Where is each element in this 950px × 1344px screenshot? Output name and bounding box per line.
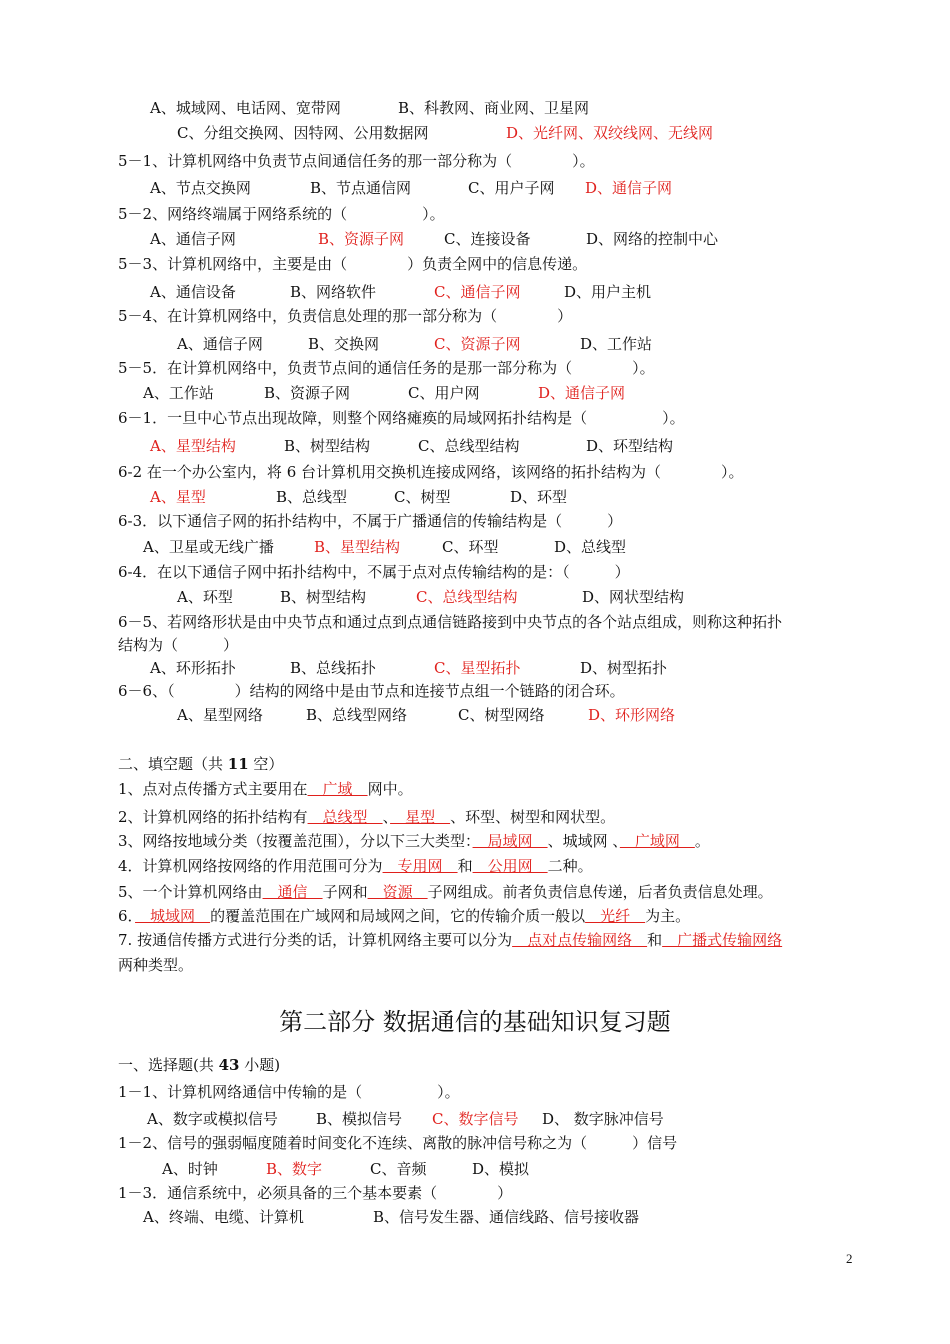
q6-3-stem: 6-3．以下通信子网的拓扑结构中，不属于广播通信的传输结构是（ ） [118,512,623,530]
q6-5-stem-line2: 结构为（ ） [118,636,239,654]
fill-q6-answer-2: 光纤 [585,907,646,925]
q6-5-option-a: A、环形拓扑 [150,659,236,677]
fill-q1-answer: 广域 [307,780,368,798]
p2-q1-3-option-b: B、信号发生器、通信线路、信号接收器 [373,1208,640,1226]
q5-3-option-a: A、通信设备 [150,283,236,301]
q6-6-option-a: A、星型网络 [177,706,263,724]
q6-6-option-b: B、总线型网络 [306,706,408,724]
fill-q4-answer-1: 专用网 [382,857,458,875]
q5-5-option-b: B、资源子网 [264,384,351,402]
p2-q1-2-stem: 1－2、信号的强弱幅度随着时间变化不连续、离散的脉冲信号称之为（ ）信号 [118,1134,678,1152]
q5-1-option-b: B、节点通信网 [310,179,412,197]
p2-q1-1-option-a: A、数字或模拟信号 [147,1110,278,1128]
p2-q1-2-option-a: A、时钟 [162,1160,218,1178]
fill-q4-answer-2: 公用网 [472,857,548,875]
q6-4-option-c-answer: C、总线型结构 [416,588,518,606]
fill-q7: 7. 按通信传播方式进行分类的话，计算机网络主要可以分为 点对点传输网络 和 广播式传输网络 [118,931,783,949]
q5-2-option-a: A、通信子网 [150,230,236,248]
q6-5-option-b: B、总线拓扑 [290,659,377,677]
p2-q1-2-option-b-answer: B、数字 [266,1160,323,1178]
fill-section-heading: 二、填空题（共 11 空） [118,755,284,773]
q6-3-option-c: C、环型 [442,538,499,556]
q6-2-option-d: D、环型 [510,488,568,506]
fill-q2-answer-1: 总线型 [307,808,383,826]
part2-title: 第二部分 数据通信的基础知识复习题 [279,1008,671,1036]
q4-option-a: A、城域网、电话网、宽带网 [150,99,341,117]
fill-q7-line2: 两种类型。 [118,956,194,974]
p2-q1-3-stem: 1－3．通信系统中，必须具备的三个基本要素（ ） [118,1184,513,1202]
fill-q2-answer-2: 星型 [390,808,451,826]
q6-1-option-b: B、树型结构 [284,437,371,455]
q6-2-option-b: B、总线型 [276,488,348,506]
q6-2-stem: 6-2 在一个办公室内，将 6 台计算机用交换机连接成网络，该网络的拓扑结构为（ ）。 [118,463,744,481]
q5-3-stem: 5－3、计算机网络中，主要是由（ ）负责全网中的信息传递。 [118,255,588,273]
q4-option-b: B、科教网、商业网、卫星网 [398,99,590,117]
q6-1-option-a-answer: A、星型结构 [150,437,236,455]
fill-q2: 2、计算机网络的拓扑结构有 总线型 、 星型 、环型、树型和网状型。 [118,808,616,826]
q5-1-option-a: A、节点交换网 [150,179,251,197]
p2-q1-1-option-c-answer: C、数字信号 [432,1110,519,1128]
fill-q1: 1、点对点传播方式主要用在 广域 网中。 [118,780,413,798]
p2-q1-1-option-d: D、 数字脉冲信号 [542,1110,664,1128]
q5-2-stem: 5－2、网络终端属于网络系统的（ ）。 [118,205,445,223]
fill-q7-answer-1: 点对点传输网络 [512,931,648,949]
q6-3-option-d: D、总线型 [554,538,627,556]
q6-1-stem: 6－1．一旦中心节点出现故障，则整个网络瘫痪的局域网拓扑结构是（ ）。 [118,409,685,427]
q6-5-option-d: D、树型拓扑 [580,659,668,677]
q6-6-option-d-answer: D、环形网络 [588,706,676,724]
q6-6-option-c: C、树型网络 [458,706,545,724]
fill-q7-answer-2: 广播式传输网络 [662,931,783,949]
q5-1-option-c: C、用户子网 [468,179,555,197]
page-number: 2 [846,1251,853,1266]
q4-option-c: C、分组交换网、因特网、公用数据网 [177,124,429,142]
fill-q4: 4．计算机网络按网络的作用范围可分为 专用网 和 公用网 二种。 [118,857,593,875]
q5-5-option-d-answer: D、通信子网 [538,384,626,402]
q6-3-option-a: A、卫星或无线广播 [143,538,274,556]
q5-1-stem: 5－1、计算机网络中负责节点间通信任务的那一部分称为（ ）。 [118,152,595,170]
q5-4-option-b: B、交换网 [308,335,380,353]
q5-5-option-a: A、工作站 [143,384,214,402]
q5-4-option-d: D、工作站 [580,335,653,353]
q6-4-stem: 6-4．在以下通信子网中拓扑结构中，不属于点对点传输结构的是：（ ） [118,563,630,581]
p2-q1-1-option-b: B、模拟信号 [316,1110,403,1128]
q6-1-option-c: C、总线型结构 [418,437,520,455]
q6-2-option-a-answer: A、星型 [150,488,206,506]
q5-3-option-b: B、网络软件 [290,283,377,301]
q6-1-option-d: D、环型结构 [586,437,674,455]
fill-q5-answer-2: 资源 [367,883,428,901]
q6-6-stem: 6－6、（ ）结构的网络中是由节点和连接节点组一个链路的闭合环。 [118,682,625,700]
p2-q1-3-option-a: A、终端、电缆、计算机 [143,1208,304,1226]
q5-4-stem: 5－4、在计算机网络中，负责信息处理的那一部分称为（ ） [118,307,573,325]
fill-q3-answer-2: 广域网 [619,832,695,850]
q5-3-option-d: D、用户主机 [564,283,652,301]
fill-q5-answer-1: 通信 [262,883,323,901]
fill-q6: 6． 城域网 的覆盖范围在广域网和局域网之间，它的传输介质一般以 光纤 为主。 [118,907,691,925]
fill-q6-answer-1: 城域网 [135,907,211,925]
fill-blank-count: 11 [227,755,249,773]
q6-5-option-c-answer: C、星型拓扑 [434,659,521,677]
q5-2-option-c: C、连接设备 [444,230,531,248]
q5-2-option-b-answer: B、资源子网 [318,230,405,248]
q6-5-stem: 6－5、若网络形状是由中央节点和通过点到点通信链路接到中央节点的各个站点组成，则称这种拓扑 [118,613,783,631]
part2-section-heading: 一、选择题(共 43 小题) [118,1056,281,1074]
fill-q3: 3、网络按地域分类（按覆盖范围），分以下三大类型： 局域网 、城域网 、 广域网 。 [118,832,710,850]
q5-4-option-c-answer: C、资源子网 [434,335,521,353]
q5-4-option-a: A、通信子网 [177,335,263,353]
q6-4-option-d: D、网状型结构 [582,588,685,606]
part2-question-count: 43 [218,1056,240,1074]
p2-q1-2-option-d: D、模拟 [472,1160,530,1178]
q6-4-option-b: B、树型结构 [280,588,367,606]
q4-option-d-answer: D、光纤网、双绞线网、无线网 [506,124,714,142]
q5-5-option-c: C、用户网 [408,384,480,402]
fill-q3-answer-1: 局域网 [472,832,548,850]
q6-2-option-c: C、树型 [394,488,451,506]
q5-3-option-c-answer: C、通信子网 [434,283,521,301]
q6-4-option-a: A、环型 [177,588,233,606]
q5-1-option-d-answer: D、通信子网 [585,179,673,197]
fill-q5: 5、一个计算机网络由 通信 子网和 资源 子网组成。前者负责信息传递，后者负责信息处理。 [118,883,773,901]
q6-3-option-b-answer: B、星型结构 [314,538,401,556]
p2-q1-2-option-c: C、音频 [370,1160,427,1178]
q5-2-option-d: D、网络的控制中心 [586,230,719,248]
q5-5-stem: 5－5．在计算机网络中，负责节点间的通信任务的是那一部分称为（ ）。 [118,359,655,377]
p2-q1-1-stem: 1－1、计算机网络通信中传输的是（ ）。 [118,1083,460,1101]
